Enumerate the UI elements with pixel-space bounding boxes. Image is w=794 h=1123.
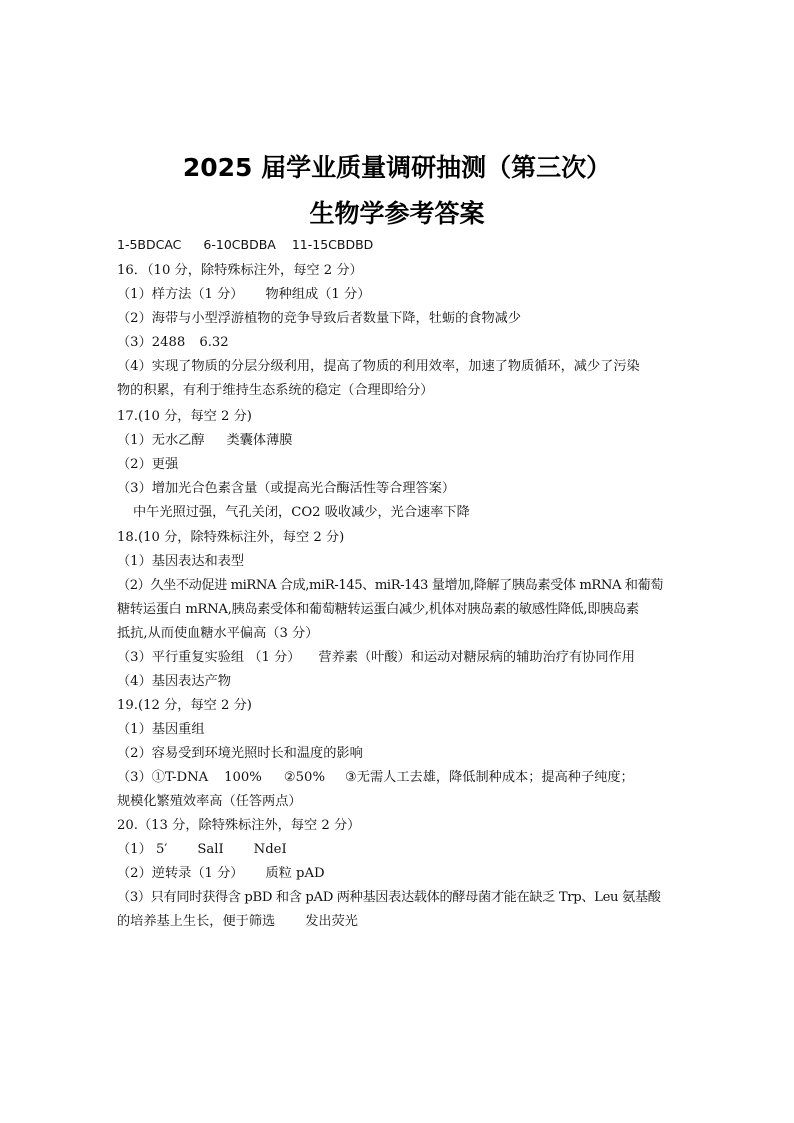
q20-part2-answer-b: 质粒 pAD bbox=[265, 866, 325, 881]
q20-part3-line1: （3）只有同时获得含 pBD 和含 pAD 两种基因表达载体的酵母菌才能在缺乏 Trp、Leu 氨基酸 bbox=[117, 890, 661, 905]
q18-part3-answer-a: （3）平行重复实验组 （1 分） bbox=[117, 650, 301, 665]
q19-part3-line2: 规模化繁殖效率高（任答两点） bbox=[117, 794, 302, 809]
q18-header: 18.(10 分，除特殊标注外，每空 2 分) bbox=[117, 530, 345, 545]
q20-part2 bbox=[117, 865, 687, 883]
q16-part1-answer-b: 物种组成（1 分） bbox=[265, 287, 371, 302]
q17-header: 17.(10 分，每空 2 分) bbox=[117, 409, 252, 424]
q19-part2: （2）容易受到环境光照时长和温度的影响 bbox=[117, 746, 363, 761]
q17-part2: （2）更强 bbox=[117, 457, 179, 472]
q20-part3-answer-a: 的培养基上生长，便于筛选 bbox=[117, 914, 276, 929]
q16-part3-answer-b: 6.32 bbox=[199, 335, 229, 350]
choice-answers-1-5: 1-5BDCAC bbox=[117, 237, 182, 252]
q16-part1-answer-a: （1）样方法（1 分） bbox=[117, 287, 244, 302]
choice-answers-11-15: 11-15CBDBD bbox=[291, 237, 374, 252]
q16-part4-line1: （4）实现了物质的分层分级利用，提高了物质的利用效率，加速了物质循环，减少了污染 bbox=[117, 359, 640, 374]
q18-part2-line1: （2）久坐不动促进 miRNA 合成,miR-145、miR-143 量增加,降解了胰岛素受体 mRNA 和葡萄 bbox=[117, 578, 663, 593]
q18-part3-answer-b: 营养素（叶酸）和运动对糖尿病的辅助治疗有协同作用 bbox=[318, 650, 635, 665]
q20-part3-answer-b: 发出荧光 bbox=[305, 914, 358, 929]
q16-header: 16．（10 分，除特殊标注外，每空 2 分） bbox=[117, 263, 363, 278]
q17-part1-answer-a: （1）无水乙醇 bbox=[117, 433, 205, 448]
q19-part3-answer-a: （3）①T-DNA bbox=[117, 770, 209, 785]
q20-part2-answer-a: （2）逆转录（1 分） bbox=[117, 866, 244, 881]
q20-part1-answer-c: NdeI bbox=[253, 842, 287, 857]
q16-part1 bbox=[117, 286, 687, 304]
q17-part3-line1: （3）增加光合色素含量（或提高光合酶活性等合理答案） bbox=[117, 481, 456, 496]
q20-part1-answer-a: （1） 5′ bbox=[117, 842, 168, 857]
q19-part3-answer-c: ②50% bbox=[283, 770, 325, 785]
exam-title: 2025 届学业质量调研抽测（第三次） bbox=[182, 153, 612, 182]
q19-header: 19.(12 分，每空 2 分) bbox=[117, 698, 252, 713]
q18-part4: （4）基因表达产物 bbox=[117, 674, 231, 689]
q20-part1-answer-b: SalI bbox=[197, 842, 224, 857]
q18-part2-line3: 抵抗,从而使血糖水平偏高（3 分） bbox=[117, 626, 319, 641]
q19-part3-answer-b: 100% bbox=[224, 770, 262, 785]
q18-part1: （1）基因表达和表型 bbox=[117, 554, 245, 569]
q16-part3 bbox=[117, 334, 687, 352]
q17-part1-answer-b: 类囊体薄膜 bbox=[226, 433, 293, 448]
q16-part3-answer-a: （3）2488 bbox=[117, 335, 186, 350]
q19-part3-line1 bbox=[117, 769, 687, 787]
q18-part2-line2: 糖转运蛋白 mRNA,胰岛素受体和葡萄糖转运蛋白减少,机体对胰岛素的敏感性降低,即胰岛素 bbox=[117, 602, 639, 617]
q17-part3-line2: 中午光照过强，气孔关闭，CO2 吸收减少，光合速率下降 bbox=[133, 505, 470, 520]
choice-answers-6-10: 6-10CBDBA bbox=[203, 237, 276, 252]
subject-title: 生物学参考答案 bbox=[309, 199, 485, 228]
q16-part2: （2）海带与小型浮游植物的竞争导致后者数量下降，牡蛎的食物减少 bbox=[117, 311, 522, 326]
q18-part3 bbox=[117, 649, 687, 667]
q17-part1 bbox=[117, 432, 687, 450]
q20-part1 bbox=[117, 841, 687, 859]
q16-part4-line2: 物的积累，有利于维持生态系统的稳定（合理即给分） bbox=[117, 383, 434, 398]
q20-part3-line2 bbox=[117, 913, 687, 931]
q19-part1: （1）基因重组 bbox=[117, 722, 205, 737]
q20-header: 20.（13 分，除特殊标注外，每空 2 分） bbox=[117, 818, 361, 833]
q19-part3-answer-d: ③无需人工去雄，降低制种成本；提高种子纯度； bbox=[344, 770, 634, 785]
choice-answers bbox=[117, 236, 687, 254]
